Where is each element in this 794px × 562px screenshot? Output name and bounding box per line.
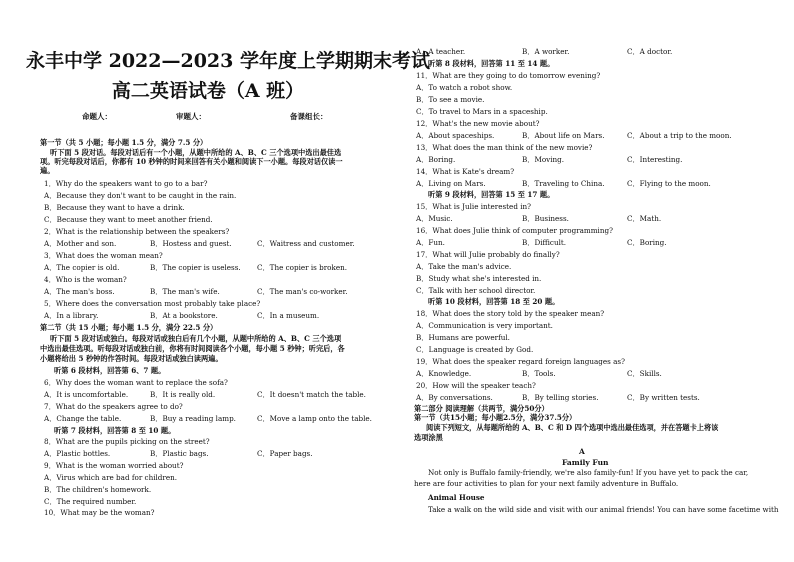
question-6: 6．Why does the woman want to replace the sofa? (44, 378, 228, 387)
option: C．By written tests. (627, 393, 700, 402)
option: A．A teacher. (416, 47, 466, 56)
passage-heading: 听第 8 段材料，回答第 11 至 14 题。 (428, 59, 555, 68)
section1-instruction: 听下面 5 段对话。每段对话后有一个小题，从题中所给的 A、B、C 三个选项中选出最佳选 (50, 148, 342, 157)
option: C．To travel to Mars in a spaceship. (416, 107, 548, 116)
question-5: 5．Where does the conversation most probably take place? (44, 299, 261, 308)
passage-title: Family Fun (562, 458, 609, 467)
exam-subtitle: 高二英语试卷（A 班） (111, 80, 305, 102)
option: B．Plastic bags. (150, 449, 209, 458)
question-9: 9．What is the woman worried about? (44, 461, 184, 470)
question-18: 18．What does the story told by the speaker mean? (416, 309, 605, 318)
option: B．About life on Mars. (522, 131, 605, 140)
proposer-label: 命题人： (82, 112, 112, 121)
option: B．At a bookstore. (150, 311, 218, 320)
option: A．Communication is very important. (416, 321, 553, 330)
option: A．By conversations. (416, 393, 493, 402)
part2-section-title: 第一节（共15小题；每小题2.5分，满分37.5分） (414, 413, 577, 422)
option: A．The copier is old. (44, 263, 120, 272)
section1-instruction: 项。听完每段对话后，你都有 10 秒钟的时间来回答有关小题和阅读下一小题。每段对话仅读一 (40, 157, 343, 166)
question-2: 2．What is the relationship between the speakers? (44, 227, 230, 236)
subheading-animal-house: Animal House (428, 493, 485, 502)
option: C．Interesting. (627, 155, 683, 164)
question-16: 16．What does Julie think of computer programming? (416, 226, 613, 235)
question-10: 10．What may be the woman? (44, 508, 155, 517)
option: A．Plastic bottles. (44, 449, 111, 458)
option: B．Business. (522, 214, 569, 223)
option: C．Because they want to meet another friend. (44, 215, 213, 224)
option: A．To watch a robot show. (416, 83, 513, 92)
question-13: 13．What does the man think of the new movie? (416, 143, 593, 152)
option: B．It is really old. (150, 390, 216, 399)
section1-title: 第一节（共 5 小题；每小题 1.5 分，满分 7.5 分） (40, 138, 208, 147)
question-15: 15．What is Julie interested in? (416, 202, 531, 211)
option: A．The man's boss. (44, 287, 115, 296)
option: B．Traveling to China. (522, 179, 605, 188)
option: C．In a museum. (257, 311, 320, 320)
exam-title: 永丰中学 2022—2023 学年度上学期期末考试 (26, 50, 430, 72)
option: A．In a library. (44, 311, 99, 320)
question-17: 17．What will Julie probably do finally? (416, 250, 560, 259)
option: B．Because they want to have a drink. (44, 203, 185, 212)
option: A．Virus which are bad for children. (44, 473, 177, 482)
question-12: 12．What's the new movie about? (416, 119, 540, 128)
option: A．Take the man's advice. (416, 262, 512, 271)
section2-instruction: 中选出最佳选项。听每段对话或独白前，你将有时间阅读各个小题，每小题 5 秒钟；听完后，各 (40, 344, 345, 353)
passage-paragraph: Take a walk on the wild side and visit with our animal friends! You can have some facetime with (428, 505, 779, 514)
option: B．Study what she's interested in. (416, 274, 542, 283)
question-20: 20．How will the speaker teach? (416, 381, 536, 390)
option: C．About a trip to the moon. (627, 131, 732, 140)
option: B．By telling stories. (522, 393, 599, 402)
option: B．Difficult. (522, 238, 567, 247)
option: B．Moving. (522, 155, 565, 164)
section1-instruction: 遍。 (40, 166, 55, 175)
option: B．Humans are powerful. (416, 333, 510, 342)
option: C．Waitress and customer. (257, 239, 355, 248)
part2-instruction: 选项涂黑 (414, 433, 443, 442)
option: B．The copier is useless. (150, 263, 241, 272)
option: A．Fun. (416, 238, 445, 247)
option: B．Tools. (522, 369, 556, 378)
option: C．Paper bags. (257, 449, 313, 458)
option: C．Move a lamp onto the table. (257, 414, 372, 423)
option: A．Mother and son. (44, 239, 117, 248)
option: B．A worker. (522, 47, 570, 56)
option: C．Math. (627, 214, 662, 223)
option: B．The man's wife. (150, 287, 220, 296)
option: B．Hostess and guest. (150, 239, 232, 248)
option: C．The man's co-worker. (257, 287, 348, 296)
option: C．Boring. (627, 238, 667, 247)
question-3: 3．What does the woman mean? (44, 251, 163, 260)
section2-title: 第二节（共 15 小题；每小题 1.5 分，满分 22.5 分） (40, 323, 218, 332)
part2-instruction: 阅读下列短文，从每题所给的 A、B、C 和 D 四个选项中选出最佳选项，并在答题卡上将该 (426, 423, 719, 432)
part2-title: 第二部分 阅读理解（共两节，满分50分） (414, 404, 549, 413)
option: A．Knowledge. (416, 369, 472, 378)
option: A．Music. (416, 214, 453, 223)
option: A．It is uncomfortable. (44, 390, 129, 399)
option: C．Talk with her school director. (416, 286, 536, 295)
option: C．A doctor. (627, 47, 673, 56)
passage-letter: A (579, 447, 585, 456)
group-leader-label: 备课组长： (290, 112, 328, 121)
reviewer-label: 审题人： (176, 112, 206, 121)
question-7: 7．What do the speakers agree to do? (44, 402, 183, 411)
section2-instruction: 小题将给出 5 秒钟的作答时间。每段对话或独白读两遍。 (40, 354, 223, 363)
option: C．Language is created by God. (416, 345, 534, 354)
passage-heading: 听第 7 段材料，回答第 8 至 10 题。 (54, 426, 176, 435)
option: B．The children's homework. (44, 485, 152, 494)
passage-heading: 听第 6 段材料，回答第 6、7 题。 (54, 366, 166, 375)
question-8: 8．What are the pupils picking on the street? (44, 437, 210, 446)
question-1: 1．Why do the speakers want to go to a bar? (44, 179, 208, 188)
option: A．Change the table. (44, 414, 122, 423)
section2-instruction: 听下面 5 段对话或独白。每段对话或独白后有几个小题，从题中所给的 A、B、C 三个选项 (50, 334, 342, 343)
option: A．About spaceships. (416, 131, 495, 140)
option: C．It doesn't match the table. (257, 390, 366, 399)
question-11: 11．What are they going to do tomorrow evening? (416, 71, 601, 80)
passage-heading: 听第 9 段材料，回答第 15 至 17 题。 (428, 190, 555, 199)
question-4: 4．Who is the woman? (44, 275, 127, 284)
option: C．Flying to the moon. (627, 179, 711, 188)
option: B．To see a movie. (416, 95, 485, 104)
passage-heading: 听第 10 段材料，回答第 18 至 20 题。 (428, 297, 560, 306)
option: C．The copier is broken. (257, 263, 348, 272)
option: B．Buy a reading lamp. (150, 414, 236, 423)
question-19: 19．What does the speaker regard foreign languages as? (416, 357, 625, 366)
option: C．Skills. (627, 369, 662, 378)
option: C．The required number. (44, 497, 137, 506)
question-14: 14．What is Kate's dream? (416, 167, 515, 176)
passage-paragraph: Not only is Buffalo family-friendly, we're also family-fun! If you have yet to pack the car, here are four activities to plan for your next family adventure in Buffalo. (414, 468, 749, 488)
option: A．Boring. (416, 155, 456, 164)
option: A．Because they don't want to be caught in the rain. (44, 191, 237, 200)
option: A．Living on Mars. (416, 179, 486, 188)
